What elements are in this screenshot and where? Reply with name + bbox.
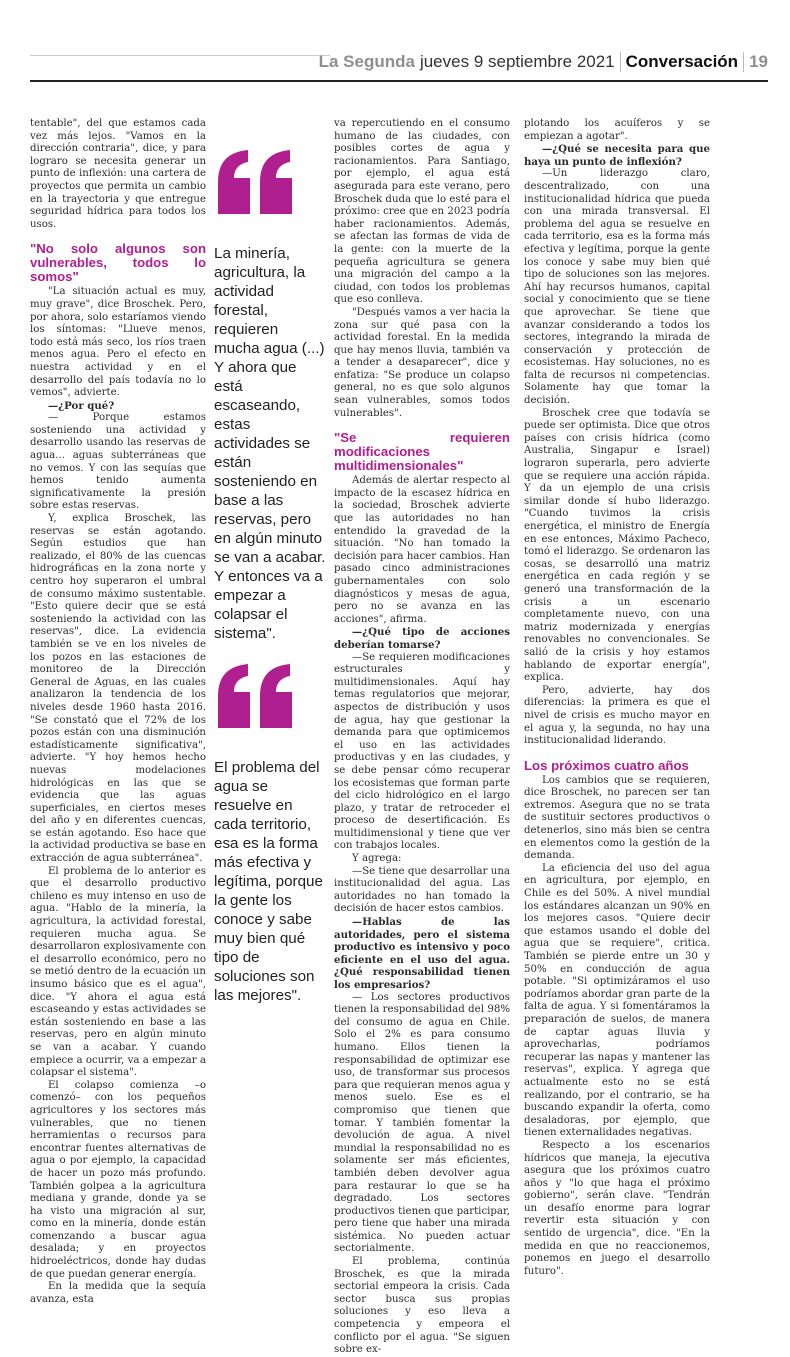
header-rule (30, 80, 768, 82)
paragraph: Respecto a los escenarios hídricos que maneja, la ejecutiva asegura que los próximos cuatro años y "lo que haga el próximo gobierno", serán clave. "Tendrán un desafío enorme para lograr revertir esta situación y con sentido de urgencia", dice. "En la medida en que no reaccionemos, ponemos en juego el desarrollo futuro". (524, 1139, 710, 1277)
section-name: Conversación (625, 52, 739, 71)
paragraph: tentable", del que estamos cada vez más lejos. "Vamos en la dirección contraria", dice, y para lograro se necesita generar un punto de inflexión: una cartera de proyectos que permita un cambio en la trayectoria y que entregue seguridad hídrica para todos los usos. (30, 118, 206, 230)
article-column-1 (30, 118, 206, 1306)
paragraph: — Porque estamos sosteniendo una actividad y desarrollo usando las reservas de agua... aguas subterráneas que no vemos. Y con las sequías que hemos tenido aumenta significativamente la presión sobre estas reservas. (30, 412, 206, 512)
subheading: "Se requieren modificaciones multidimensionales" (334, 430, 510, 474)
paragraph: Pero, advierte, hay dos diferencias: la primera es que el nivel de crisis es mucho mayor en el agua y, la segunda, no hay una institucionalidad liderando. (524, 684, 710, 747)
paragraph: Y agrega: (352, 853, 402, 865)
pull-quote-text: La minería, agricultura, la actividad forestal, requieren mucha agua (...) Y ahora que está escaseando, estas actividades se están sosteniendo en base a las reservas, pero en algún minuto se van a acabar. Y entonces va a empezar a colapsar el sistema". (214, 245, 326, 642)
paragraph: — Los sectores productivos tienen la responsabilidad del 98% del consumo de agua en Chile. Solo el 2% es para consumo humano. Ellos tienen la responsabilidad de optimizar ese uso, de transformar sus procesos para que requieran menos agua y menos suelo. Ese es el compromiso que tienen que tomar. Y también fomentar la devolución de agua. A nivel mundial la responsabilidad no es solamente ser más eficientes, también deben devolver agua para restaurar lo que se ha degradado. Los sectores productivos tienen que participar, pero tiene que haber una mirada sistémica. No pueden actuar sectorialmente. (334, 991, 510, 1255)
paragraph: Broschek cree que todavía se puede ser optimista. Dice que otros países con crisis hídrica (como Australia, Singapur e Israel) lograron superarla, pero advierte que se requiere una acción rápida. Y da un ejemplo de una crisis similar donde sí hubo liderazgo. "Cuando tuvimos la crisis energética, el ministro de Energía en ese entonces, Máximo Pacheco, tomó el liderazgo. Se ordenaron las cosas, se desarrolló una matriz energética en cada región y se generó una transformación de la crisis a un escenario completamente nuevo, con una matriz modernizada y energías renovables no convencionales. Se salió de la crisis y hoy estamos hablando de exportar energía", explica. (524, 407, 710, 684)
interview-question: —¿Qué se necesita para que haya un punto de inflexión? (524, 143, 710, 168)
header-separator (743, 52, 744, 72)
interview-question: —Hablas de las autoridades, pero el sistema productivo es intensivo y poco eficiente en el uso del agua. ¿Qué responsabilidad tienen los empresarios? (334, 916, 510, 991)
page-number: 19 (749, 52, 768, 71)
pull-quote (214, 662, 326, 1005)
paragraph: La eficiencia del uso del agua en agricultura, por ejemplo, en Chile es del 50%. A nivel mundial los estándares alcanzan un 90% en los mejores casos. "Quiere decir que estamos usando el doble del agua que se requiere", critica. También se pierde entre un 30 y 50% en conducción de agua potable. "Si optimizáramos el uso podríamos abordar gran parte de la falta de agua. Y si fomentáramos la preparación de suelos, de manera de captar aguas lluvia y aprovecharlas, podríamos recuperar las napas y mantener las reservas", explica. Y agrega que actualmente esto no se está realizando, por el contrario, se ha buscando expandir la oferta, como desaladoras, por ejemplo, que tienen externalidades negativas. (524, 862, 710, 1139)
paragraph: —Se requieren modificaciones estructurales y multidimensionales. Aquí hay temas regulatorios que mejorar, aspectos de distribución y usos de agua, hay que gestionar la demanda para que optimicemos el uso en las actividades productivas y en las ciudades, y se debe pensar cómo recuperar los ecosistemas que forman parte del ciclo hidrológico en el largo plazo, y tratar de retroceder el proceso de desertificación. Es multidimensional y tiene que ver con trabajos locales. (334, 651, 510, 852)
paragraph: Los cambios que se requieren, dice Broschek, no parecen ser tan extremos. Asegura que no se trata de sustituir sectores productivos o detenerlos, sino más bien se centra en elementos como la gestión de la demanda. (524, 774, 710, 862)
paragraph: va repercutiendo en el consumo humano de las ciudades, con posibles cortes de agua y racionamientos. Para Santiago, por ejemplo, el agua está asegurada para este verano, pero Broschek duda que lo esté para el próximo: cree que en 2023 podría haber racionamientos. Además, se afectan las formas de vida de la gente: con la muerte de la pequeña agricultura se genera una migración del campo a la ciudad, con todos los problemas que eso conlleva. (334, 118, 511, 306)
open-quote-icon (214, 148, 298, 214)
paragraph: Y, explica Broschek, las reservas se están agotando. Según estudios que han realizado, el 80% de las cuencas hidrográficas en la zona norte y centro hoy superaron el umbral de consumo máximo sustentable. "Esto quiere decir que se está sosteniendo la actividad con las reservas", dice. La evidencia también se ve en los niveles de los pozos en las estaciones de monitoreo de la Dirección General de Aguas, en las cuales analizaron la tendencia de los niveles desde 1960 hasta 2016. "Se constató que el 72% de los pozos están con una disminución estadísticamente significativa", advierte. "Y hoy hemos hecho nuevas modelaciones hidrológicas en las que se evidencia que las aguas superficiales, en ciertos meses del año y en diferentes cuencas, se están agotando. Eso hace que la actividad productiva se base en extracción de agua subterránea". (30, 513, 206, 865)
paragraph: "Después vamos a ver hacia la zona sur qué pasa con la actividad forestal. En la medida que hay menos lluvia, también va a tender a desaparecer", dice y enfatiza: "Se produce un colapso general, no es que solo algunos sean vulnerables, somos todos vulnerables". (334, 306, 510, 419)
pull-quote-text: El problema del agua se resuelve en cada territorio, esa es la forma más efectiva y legítima, porque la gente los conoce y sabe muy bien qué tipo de soluciones son las mejores". (214, 759, 323, 1004)
paragraph: Además de alertar respecto al impacto de la escasez hídrica en la sociedad, Broschek advierte que las autoridades no han entendido la gravedad de la situación. "No han tomado la decisión para hacer cambios. Han pasado cinco administraciones gubernamentales con solo diagnósticos y mesas de agua, pero no se avanza en las acciones", afirma. (334, 475, 510, 625)
paragraph: plotando los acuíferos y se empiezan a agotar". (524, 118, 710, 142)
paragraph: —Se tiene que desarrollar una institucionalidad del agua. Las autoridades no han tomado la decisión de hacer estos cambios. (334, 865, 510, 915)
newspaper-name: La Segunda (318, 52, 415, 71)
paragraph: El problema, continúa Broschek, es que la mirada sectorial empeora la crisis. Cada sector busca sus propias soluciones y eso lleva a competencia y empeora el conflicto por el agua. "Se siguen sobre ex- (334, 1256, 510, 1356)
paragraph: "La situación actual es muy, muy grave", dice Broschek. Pero, por ahora, solo estaríamos viendo los síntomas: "Llueve menos, todo está más seco, los ríos traen menos agua. Pero el efecto en nuestra actividad y en el desarrollo del país todavía no lo vemos", advierte. (30, 286, 206, 399)
pull-quote (214, 148, 326, 643)
header-separator (620, 52, 621, 72)
issue-date: jueves 9 septiembre 2021 (419, 52, 615, 71)
subheading: Los próximos cuatro años (524, 757, 689, 773)
interview-question: —¿Qué tipo de acciones deberían tomarse? (334, 626, 510, 651)
paragraph: El problema de lo anterior es que el desarrollo productivo chileno es muy intenso en uso de agua. "Hablo de la minería, la agricultura, la actividad forestal, requieren mucha agua. Se desarrollaron explosivamente con el desarrollo económico, pero no se metió dentro de la ecuación un insumo básico que es el agua", dice. "Y ahora el agua está escaseando y estas actividades se están sosteniendo en base a las reservas, pero en algún minuto se van a acabar. Y cuando empiece a ocurrir, va a empezar a colapsar el sistema". (30, 865, 206, 1079)
open-quote-icon (214, 662, 298, 728)
paragraph: —Un liderazgo claro, descentralizado, con una institucionalidad hídrica que pueda con una mirada transversal. El problema del agua se resuelve en cada territorio, esa es la forma más efectiva y legítima, porque la gente los conoce y sabe muy bien qué tipo de soluciones son las mejores. Ahí hay recursos humanos, capital social y conocimiento que se tiene que aprovechar. Se tiene que avanzar considerando a todos los sectores, integrando la mirada de conservación y protección de ecosistemas. Hay soluciones, no es falta de recursos ni competencias. Solamente hay que tomar la decisión. (524, 168, 710, 407)
paragraph: El colapso comienza –o comenzó– con los pequeños agricultores y los sectores más vulnerables, que no tienen herramientas o recursos para encontrar fuentes alternativas de agua o por ejemplo, la capacidad de hacer un pozo más profundo. También golpea a la agricultura mediana y grande, donde ya se ha visto una migración al sur, como en la minería, donde están comenzando a buscar agua desalada; y en proyectos hidroeléctricos, donde hay dudas de que puedan generar energía. (30, 1079, 206, 1280)
page-header (30, 52, 768, 78)
article-column-3 (524, 118, 710, 1278)
subheading: "No solo algunos son vulnerables, todos lo somos" (30, 241, 206, 285)
paragraph: En la medida que la sequía avanza, esta (30, 1281, 206, 1305)
interview-question: —¿Por qué? (48, 399, 115, 412)
article-column-2 (334, 118, 510, 1357)
